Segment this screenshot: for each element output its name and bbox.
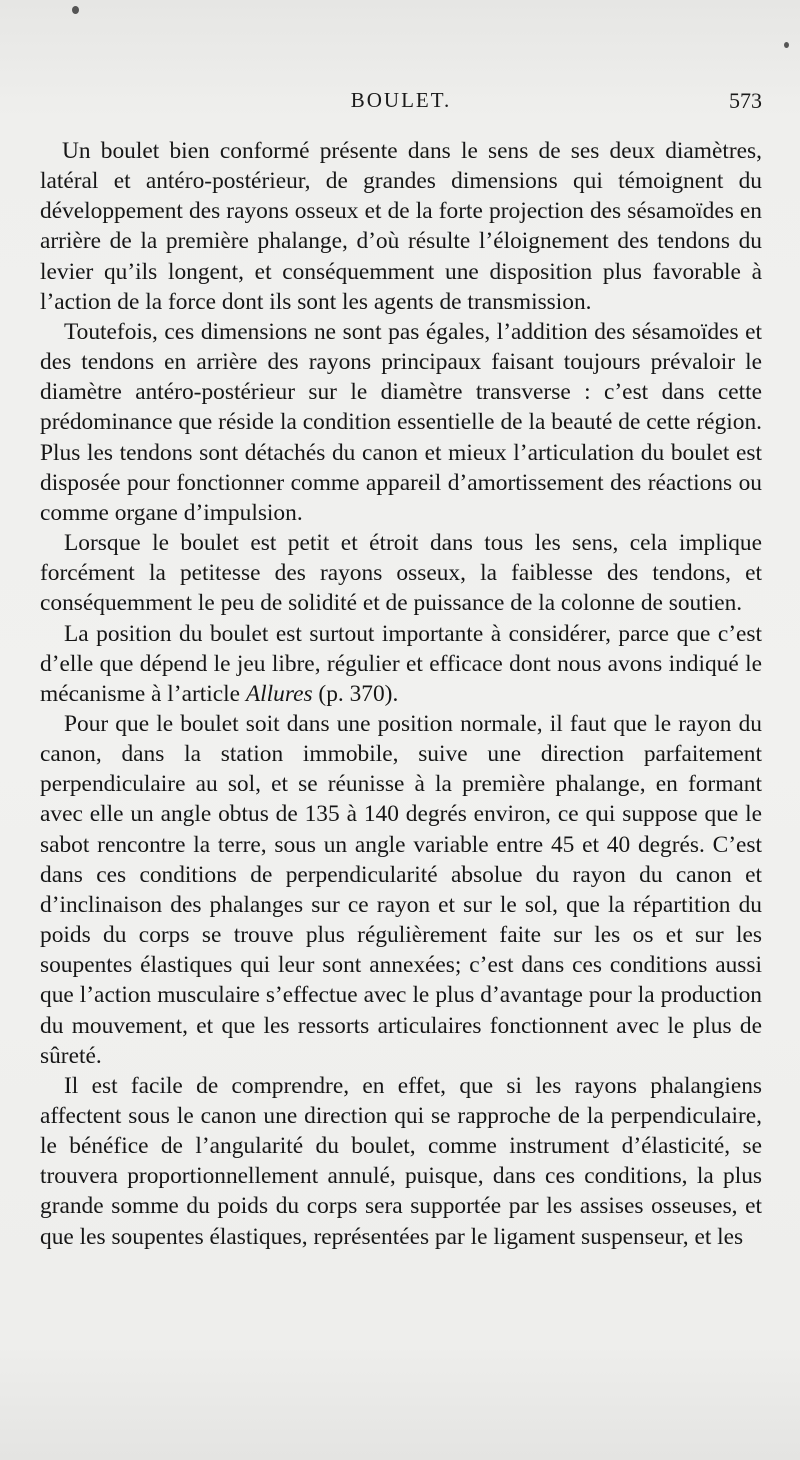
paragraph: Lorsque le boulet est petit et étroit dans tous les sens, cela implique forcément la petitesse des rayons osseux, la faiblesse des tendons, et conséquemment le peu de solidité et de puissance de la colonne de soutien.	[40, 530, 762, 617]
body-text	[40, 136, 762, 1252]
page-number: 573	[729, 88, 762, 113]
paragraph-text: La position du boulet est surtout importante à considérer, parce que c’est d’elle que dépend le jeu libre, régulier et efficace dont nous avons indiqué le mécanisme à l’article	[40, 620, 762, 707]
page-header	[40, 88, 762, 118]
italic-term: Allures	[245, 680, 313, 707]
paragraph-text: (p. 370).	[312, 680, 399, 707]
paragraph	[40, 619, 762, 709]
paragraph: Un boulet bien conformé présente dans le sens de ses deux diamètres, latéral et antéro-postérieur, de grandes dimensions qui témoignent du développement des rayons osseux et de la forte projection des sésamoïdes en arrière de la première phalange, d’où résulte l’éloignement des tendons du levier qu’ils longent, et conséquemment une disposition plus favorable à l’action de la force dont ils sont les agents de transmission.	[40, 138, 762, 315]
running-title: BOULET.	[350, 88, 452, 112]
ink-speck	[72, 6, 79, 14]
ink-speck	[784, 42, 789, 48]
paragraph: Il est facile de comprendre, en effet, que si les rayons phalangiens affectent sous le canon une direction qui se rapproche de la perpendiculaire, le bénéfice de l’angularité du boulet, comme instrument d’élasticité, se trouvera proportionnellement annulé, puisque, dans ces conditions, la plus grande somme du poids du corps sera supportée par les assises osseuses, et que les soupentes élastiques, représentées par le ligament suspenseur, et les	[40, 1072, 762, 1250]
paragraph: Toutefois, ces dimensions ne sont pas égales, l’addition des sésamoïdes et des tendons en arrière des rayons principaux faisant toujours prévaloir le diamètre antéro-postérieur sur le diamètre transverse : c’est dans cette prédominance que réside la condition essentielle de la beauté de cette région. Plus les tendons sont détachés du canon et mieux l’articulation du boulet est disposée pour fonctionner comme appareil d’amortissement des réactions ou comme organe d’impulsion.	[40, 318, 762, 526]
paragraph: Pour que le boulet soit dans une position normale, il faut que le rayon du canon, dans la station immobile, suive une direction parfaitement perpendiculaire au sol, et se réunisse à la première phalange, en formant avec elle un angle obtus de 135 à 140 degrés environ, ce qui suppose que le sabot rencontre la terre, sous un angle variable entre 45 et 40 degrés. C’est dans ces conditions de perpendicularité absolue du rayon du canon et d’inclinaison des phalanges sur ce rayon et sur le sol, que la répartition du poids du corps se trouve plus régulièrement faite sur les os et sur les soupentes élastiques qui leur sont annexées; c’est dans ces conditions aussi que l’action musculaire s’effectue avec le plus d’avantage pour la production du mouvement, et que les ressorts articulaires fonctionnent avec le plus de sûreté.	[40, 710, 762, 1069]
